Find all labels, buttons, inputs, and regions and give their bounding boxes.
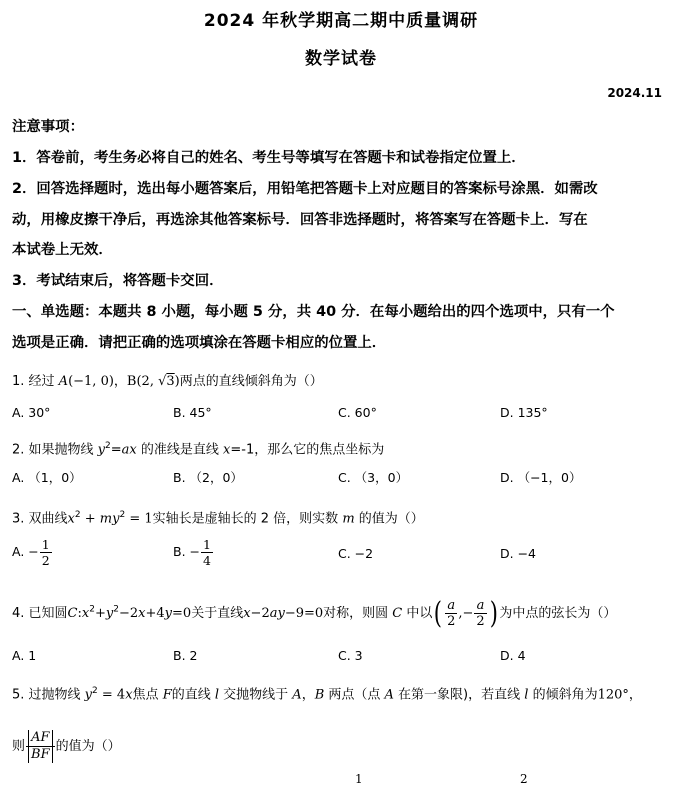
- notice-item-2-line2: 动，用橡皮擦干净后，再选涂其他答案标号．回答非选择题时，将答案写在答题卡上．写在: [12, 212, 588, 228]
- q1-option-b[interactable]: B. 45°: [173, 405, 212, 420]
- question-2: 2. 如果抛物线 $y^2=ax$ 的准线是直线 x=-1，那么它的焦点坐标为: [12, 441, 385, 458]
- notice-item-2-line3: 本试卷上无效．: [12, 242, 113, 258]
- question-1: 1. 经过 A(−1, 0)，B(2, √3)两点的直线倾斜角为（）: [12, 374, 323, 389]
- q3-option-d[interactable]: D. −4: [500, 546, 536, 561]
- q4-option-a[interactable]: A. 1: [12, 648, 37, 663]
- q1-option-d[interactable]: D. 135°: [500, 405, 548, 420]
- q3-option-a[interactable]: A. − $\frac{1}{2}$: [12, 537, 50, 568]
- notice-heading: 注意事项：: [12, 119, 84, 135]
- q1-option-c[interactable]: C. 60°: [338, 405, 377, 420]
- q4-option-d[interactable]: D. 4: [500, 648, 526, 663]
- notice-item-1: 1．答卷前，考生务必将自己的姓名、考生号等填写在答题卡和试卷指定位置上．: [12, 150, 526, 166]
- q2-option-c[interactable]: C. （3，0）: [338, 470, 409, 485]
- q2-option-d[interactable]: D. （−1，0）: [500, 470, 582, 485]
- exam-subtitle: 数学试卷: [305, 49, 377, 69]
- notice-item-2-line1: 2．回答选择题时，选出每小题答案后，用铅笔把答题卡上对应题目的答案标号涂黑．如需改: [12, 181, 598, 197]
- q4-option-b[interactable]: B. 2: [173, 648, 198, 663]
- q1-option-a[interactable]: A. 30°: [12, 405, 51, 420]
- q5-option-fragment-1: 1: [355, 772, 363, 786]
- exam-date: 2024.11: [607, 86, 662, 100]
- notice-item-3: 3．考试结束后，将答题卡交回．: [12, 273, 224, 289]
- q2-option-a[interactable]: A. （1，0）: [12, 470, 82, 485]
- question-3: 3. 双曲线$x^2 + my^2 = 1$实轴长是虚轴长的 2 倍，则实数 m 的值为（）: [12, 510, 424, 527]
- section-heading-line1: 一、单选题：本题共 8 小题，每小题 5 分，共 40 分．在每小题给出的四个选项中，只有一个: [12, 304, 615, 320]
- question-5-line1: 5. 过抛物线 $y^2 = 4x$焦点 F的直线 l 交抛物线于 A，B 两点（点 A 在第一象限)，若直线 l 的倾斜角为120°，: [12, 686, 642, 703]
- question-4: 4. 已知圆$C:x^2+y^2-2x+4y=0$关于直线x−2ay−9=0对称，则圆 C 中以( $\frac{a}{2}$ ,− $\frac{a}{2}$ ) 为中点的弦长为（）: [12, 595, 617, 631]
- q3-option-b[interactable]: B. − $\frac{1}{4}$: [173, 537, 211, 568]
- exam-title: 2024 年秋学期高二期中质量调研: [203, 11, 479, 31]
- q4-option-c[interactable]: C. 3: [338, 648, 363, 663]
- question-5-line2: 则 $\frac{AF}{BF}$ 的值为（）: [12, 730, 121, 762]
- q3-option-c[interactable]: C. −2: [338, 546, 374, 561]
- q2-option-b[interactable]: B. （2，0）: [173, 470, 243, 485]
- q5-option-fragment-2: 2: [520, 772, 528, 786]
- section-heading-line2: 选项是正确．请把正确的选项填涂在答题卡相应的位置上．: [12, 335, 387, 351]
